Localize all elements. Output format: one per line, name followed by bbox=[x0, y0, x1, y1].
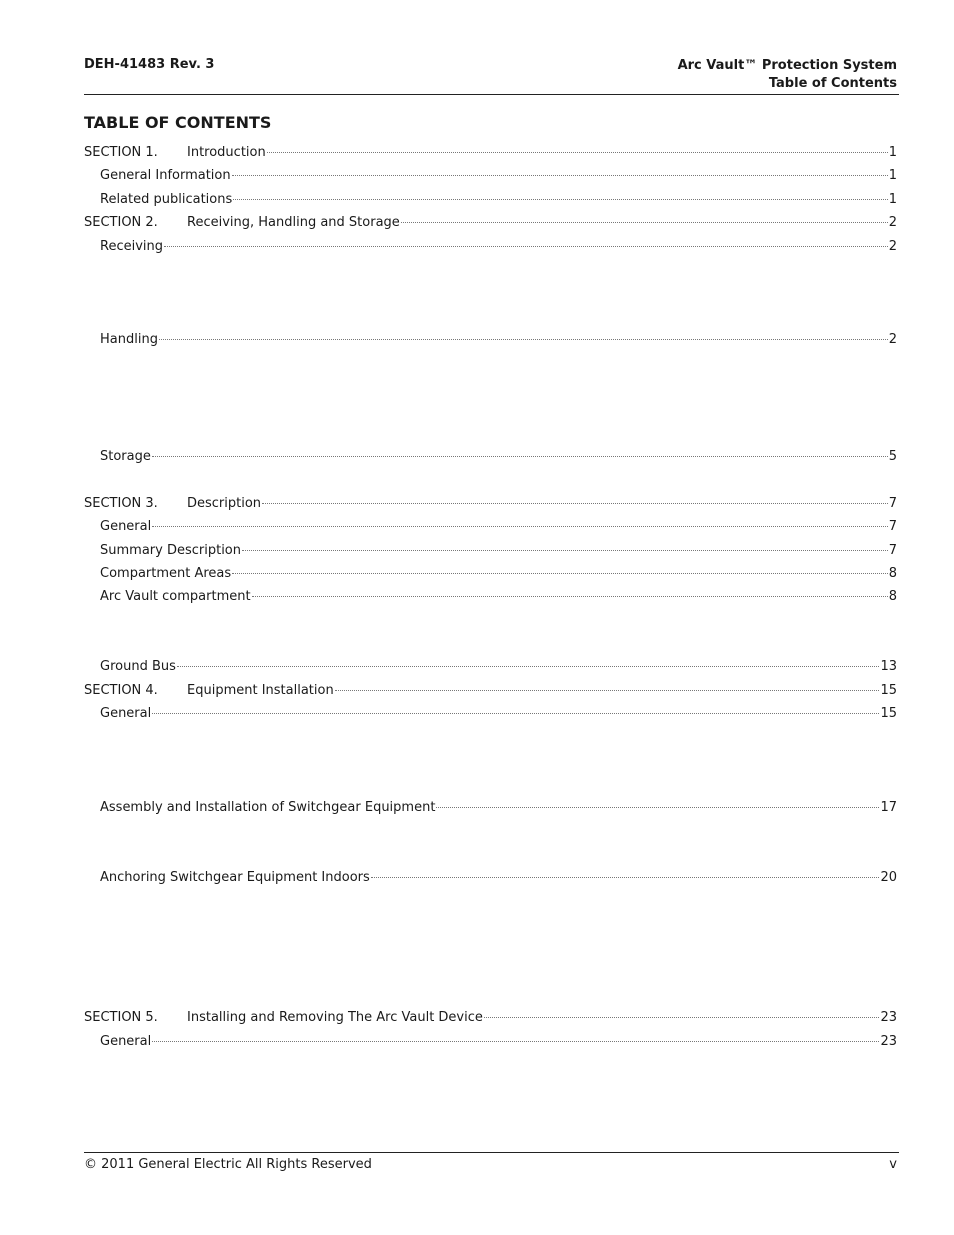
toc-subsection-entry[interactable] bbox=[84, 332, 897, 350]
toc-entry-label bbox=[84, 519, 151, 534]
toc-entry-title: Summary Description bbox=[100, 543, 241, 558]
section-number: SECTION 5. bbox=[84, 1010, 158, 1025]
toc-entry-title: Description bbox=[187, 496, 262, 511]
document-id: DEH-41483 Rev. 3 bbox=[84, 57, 215, 72]
toc-subsection-entry[interactable] bbox=[84, 239, 897, 257]
toc-entry-label bbox=[84, 192, 232, 207]
toc-entry-label bbox=[84, 706, 151, 721]
toc-entry-title: Installing and Removing The Arc Vault Device bbox=[187, 1010, 483, 1025]
toc-entry-title: Receiving, Handling and Storage bbox=[187, 215, 400, 230]
dot-leader bbox=[177, 666, 880, 667]
toc-subsection-entry[interactable] bbox=[84, 706, 897, 724]
toc-section-entry[interactable] bbox=[84, 215, 897, 233]
toc-page-number: 15 bbox=[880, 706, 897, 721]
dot-leader bbox=[152, 456, 888, 457]
toc-page-number: 23 bbox=[880, 1010, 897, 1025]
toc-entry-label bbox=[84, 145, 266, 160]
toc-page-number: 2 bbox=[888, 332, 897, 347]
dot-leader bbox=[401, 222, 888, 223]
dot-leader bbox=[233, 199, 887, 200]
section-number: SECTION 1. bbox=[84, 145, 158, 160]
copyright-notice: © 2011 General Electric All Rights Reserved bbox=[84, 1157, 372, 1172]
product-name: Arc Vault™ Protection System bbox=[677, 58, 897, 73]
toc-page-number: 7 bbox=[888, 519, 897, 534]
toc-subsection-entry[interactable] bbox=[84, 543, 897, 561]
toc-page-number: 2 bbox=[888, 239, 897, 254]
toc-entry-title: Receiving bbox=[100, 239, 164, 254]
toc-entry-label bbox=[84, 800, 435, 815]
toc-entry-title: Introduction bbox=[187, 145, 266, 160]
dot-leader bbox=[242, 550, 888, 551]
section-name: Table of Contents bbox=[768, 76, 897, 91]
header-divider bbox=[84, 94, 899, 95]
toc-page-number: 15 bbox=[880, 683, 897, 698]
toc-page-number: 17 bbox=[880, 800, 897, 815]
toc-entry-label bbox=[84, 543, 241, 558]
toc-page-number: 23 bbox=[880, 1034, 897, 1049]
toc-page-number: 1 bbox=[888, 192, 897, 207]
dot-leader bbox=[371, 877, 880, 878]
footer-divider bbox=[84, 1152, 899, 1153]
toc-entry-title: General bbox=[100, 1034, 152, 1049]
toc-subsection-entry[interactable] bbox=[84, 519, 897, 537]
section-number: SECTION 4. bbox=[84, 683, 158, 698]
toc-entry-title: Arc Vault compartment bbox=[100, 589, 251, 604]
running-header bbox=[678, 57, 897, 93]
toc-page-number: 7 bbox=[888, 543, 897, 558]
toc-page-number: 5 bbox=[888, 449, 897, 464]
section-number: SECTION 3. bbox=[84, 496, 158, 511]
page-number: v bbox=[889, 1157, 897, 1172]
toc-page-number: 7 bbox=[888, 496, 897, 511]
dot-leader bbox=[152, 713, 879, 714]
toc-entry-label bbox=[84, 589, 251, 604]
section-number: SECTION 2. bbox=[84, 215, 158, 230]
toc-entry-title: Equipment Installation bbox=[187, 683, 334, 698]
toc-entry-label bbox=[84, 168, 231, 183]
dot-leader bbox=[159, 339, 888, 340]
dot-leader bbox=[262, 503, 888, 504]
toc-subsection-entry[interactable] bbox=[84, 192, 897, 210]
dot-leader bbox=[152, 1041, 879, 1042]
toc-page-number: 1 bbox=[888, 168, 897, 183]
dot-leader bbox=[232, 175, 888, 176]
toc-entry-label bbox=[84, 870, 370, 885]
dot-leader bbox=[436, 807, 879, 808]
toc-entry-title: Anchoring Switchgear Equipment Indoors bbox=[100, 870, 370, 885]
toc-entry-label bbox=[84, 659, 176, 674]
dot-leader bbox=[164, 246, 888, 247]
toc-section-entry[interactable] bbox=[84, 145, 897, 163]
toc-page-number: 1 bbox=[888, 145, 897, 160]
dot-leader bbox=[267, 152, 888, 153]
toc-entry-title: Assembly and Installation of Switchgear Equipment bbox=[100, 800, 436, 815]
toc-page-number: 2 bbox=[888, 215, 897, 230]
toc-entry-title: Handling bbox=[100, 332, 158, 347]
dot-leader bbox=[232, 573, 888, 574]
toc-entry-title: General bbox=[100, 519, 152, 534]
toc-subsection-entry[interactable] bbox=[84, 800, 897, 818]
toc-subsection-entry[interactable] bbox=[84, 589, 897, 607]
dot-leader bbox=[152, 526, 887, 527]
toc-entry-label bbox=[84, 449, 151, 464]
dot-leader bbox=[484, 1017, 880, 1018]
toc-page-number: 8 bbox=[888, 589, 897, 604]
toc-subsection-entry[interactable] bbox=[84, 168, 897, 186]
toc-entry-title: Ground Bus bbox=[100, 659, 176, 674]
toc-page-number: 20 bbox=[880, 870, 897, 885]
toc-entry-label bbox=[84, 566, 231, 581]
toc-entry-label bbox=[84, 1010, 483, 1025]
toc-subsection-entry[interactable] bbox=[84, 1034, 897, 1052]
toc-entry-label bbox=[84, 496, 261, 511]
toc-section-entry[interactable] bbox=[84, 496, 897, 514]
toc-entry-title: General bbox=[100, 706, 152, 721]
dot-leader bbox=[252, 596, 888, 597]
toc-entry-label bbox=[84, 683, 334, 698]
toc-heading: TABLE OF CONTENTS bbox=[84, 113, 272, 132]
toc-page-number: 13 bbox=[880, 659, 897, 674]
toc-subsection-entry[interactable] bbox=[84, 566, 897, 584]
toc-subsection-entry[interactable] bbox=[84, 449, 897, 467]
toc-page-number: 8 bbox=[888, 566, 897, 581]
toc-entry-label bbox=[84, 332, 158, 347]
toc-section-entry[interactable] bbox=[84, 683, 897, 701]
toc-entry-label bbox=[84, 215, 400, 230]
toc-entry-title: Compartment Areas bbox=[100, 566, 232, 581]
toc-entry-title: Related publications bbox=[100, 192, 233, 207]
toc-subsection-entry[interactable] bbox=[84, 659, 897, 677]
toc-section-entry[interactable] bbox=[84, 1010, 897, 1028]
toc-entry-title: Storage bbox=[100, 449, 151, 464]
toc-entry-title: General Information bbox=[100, 168, 231, 183]
toc-entry-label bbox=[84, 239, 163, 254]
toc-subsection-entry[interactable] bbox=[84, 870, 897, 888]
dot-leader bbox=[335, 690, 880, 691]
toc-entry-label bbox=[84, 1034, 151, 1049]
